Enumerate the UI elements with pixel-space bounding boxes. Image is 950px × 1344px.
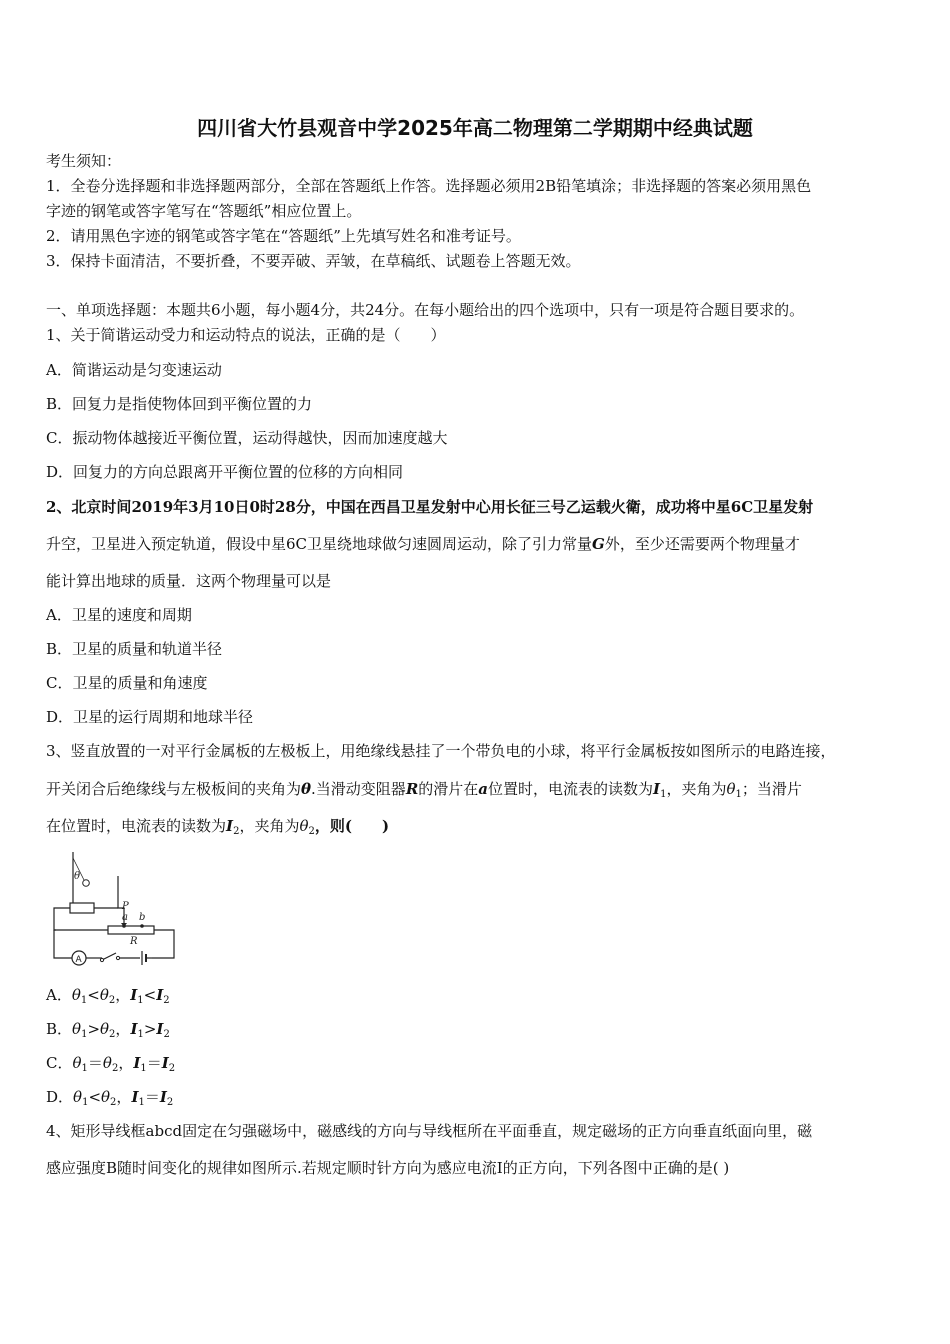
q4-stem-line1: 4、矩形导线框abcd固定在匀强磁场中，磁感线的方向与导线框所在平面垂直，规定磁场的正方向垂直纸面向里，磁	[46, 1122, 813, 1140]
q2-option-b: B．卫星的质量和轨道半径	[46, 640, 223, 658]
label-ammeter: A	[75, 955, 82, 965]
label-theta: θ	[74, 871, 81, 882]
q4-stem-line2: 感应强度B随时间变化的规律如图所示.若规定顺时针方向为感应电流I的正方向，下列各图中正确的是( )	[46, 1159, 730, 1177]
q2-stem-line2: 升空，卫星进入预定轨道，假设中星6C卫星绕地球做匀速圆周运动，除了引力常量G外，至少还需要两个物理量才	[46, 535, 800, 553]
q3-option-b: B．$\theta_1>\theta_2$，$I_1>I_2$	[46, 1020, 170, 1040]
q1-option-d: D．回复力的方向总跟离开平衡位置的位移的方向相同	[46, 463, 404, 481]
rheostat	[108, 926, 154, 934]
q1-stem: 1、关于简谐运动受力和运动特点的说法，正确的是（ ）	[46, 326, 446, 344]
q2-option-d: D．卫星的运行周期和地球半径	[46, 708, 254, 726]
notice-item-3: 3．保持卡面清洁，不要折叠，不要弄破、弄皱，在草稿纸、试题卷上答题无效。	[46, 252, 581, 270]
q3-stem-line3: 在位置时，电流表的读数为$I_2$，夹角为$\theta_2$，则( )	[46, 817, 390, 837]
notice-item-2: 2．请用黑色字迹的钢笔或答字笔在“答题纸”上先填写姓名和准考证号。	[46, 227, 521, 245]
notice-item-1: 1．全卷分选择题和非选择题两部分，全部在答题纸上作答。选择题必须用2B铅笔填涂；非选择题的答案必须用黑色	[46, 177, 812, 195]
notice-item-1-cont: 字迹的钢笔或答字笔写在“答题纸”相应位置上。	[46, 202, 362, 220]
q1-option-b: B．回复力是指使物体回到平衡位置的力	[46, 395, 313, 413]
q3-option-a: A．$\theta_1<\theta_2$，$I_1<I_2$	[46, 986, 170, 1006]
q3-option-d: D．$\theta_1<\theta_2$，$I_1=I_2$	[46, 1088, 174, 1108]
label-r: R	[130, 936, 138, 947]
section-heading: 一、单项选择题：本题共6小题，每小题4分，共24分。在每小题给出的四个选项中，只有一项是符合题目要求的。	[46, 301, 805, 319]
q3-stem-line2: 开关闭合后绝缘线与左极板间的夹角为θ.当滑动变阻器R的滑片在a位置时，电流表的读数为$I_1$，夹角为$\theta_1$；当滑片	[46, 780, 802, 800]
terminal-b-dot	[140, 924, 144, 928]
switch-icon	[100, 958, 103, 961]
q2-option-a: A．卫星的速度和周期	[46, 606, 192, 624]
q2-option-c: C．卫星的质量和角速度	[46, 674, 208, 692]
charged-ball	[83, 880, 90, 887]
label-b: b	[139, 912, 146, 923]
label-a: a	[122, 912, 128, 923]
page-title: 四川省大竹县观音中学2025年高二物理第二学期期中经典试题	[197, 116, 753, 140]
circuit-diagram	[46, 850, 181, 970]
terminal-a-dot	[122, 924, 126, 928]
notice-heading: 考生须知：	[46, 152, 122, 170]
q3-option-c: C．$\theta_1=\theta_2$，$I_1=I_2$	[46, 1054, 176, 1074]
q3-stem-line1: 3、竖直放置的一对平行金属板的左极板上，用绝缘线悬挂了一个带负电的小球，将平行金属板按如图所示的电路连接，	[46, 742, 836, 760]
q1-option-c: C．振动物体越接近平衡位置，运动得越快，因而加速度越大	[46, 429, 448, 447]
q2-stem-line1: 2、北京时间2019年3月10日0时28分，中国在西昌卫星发射中心用长征三号乙运载火衛，成功将中星6C卫星发射	[46, 498, 814, 516]
fixed-resistor	[70, 903, 94, 913]
q2-stem-line3: 能计算出地球的质量．这两个物理量可以是	[46, 572, 332, 590]
label-p: P	[122, 901, 129, 912]
q1-option-a: A．简谐运动是匀变速运动	[46, 361, 222, 379]
